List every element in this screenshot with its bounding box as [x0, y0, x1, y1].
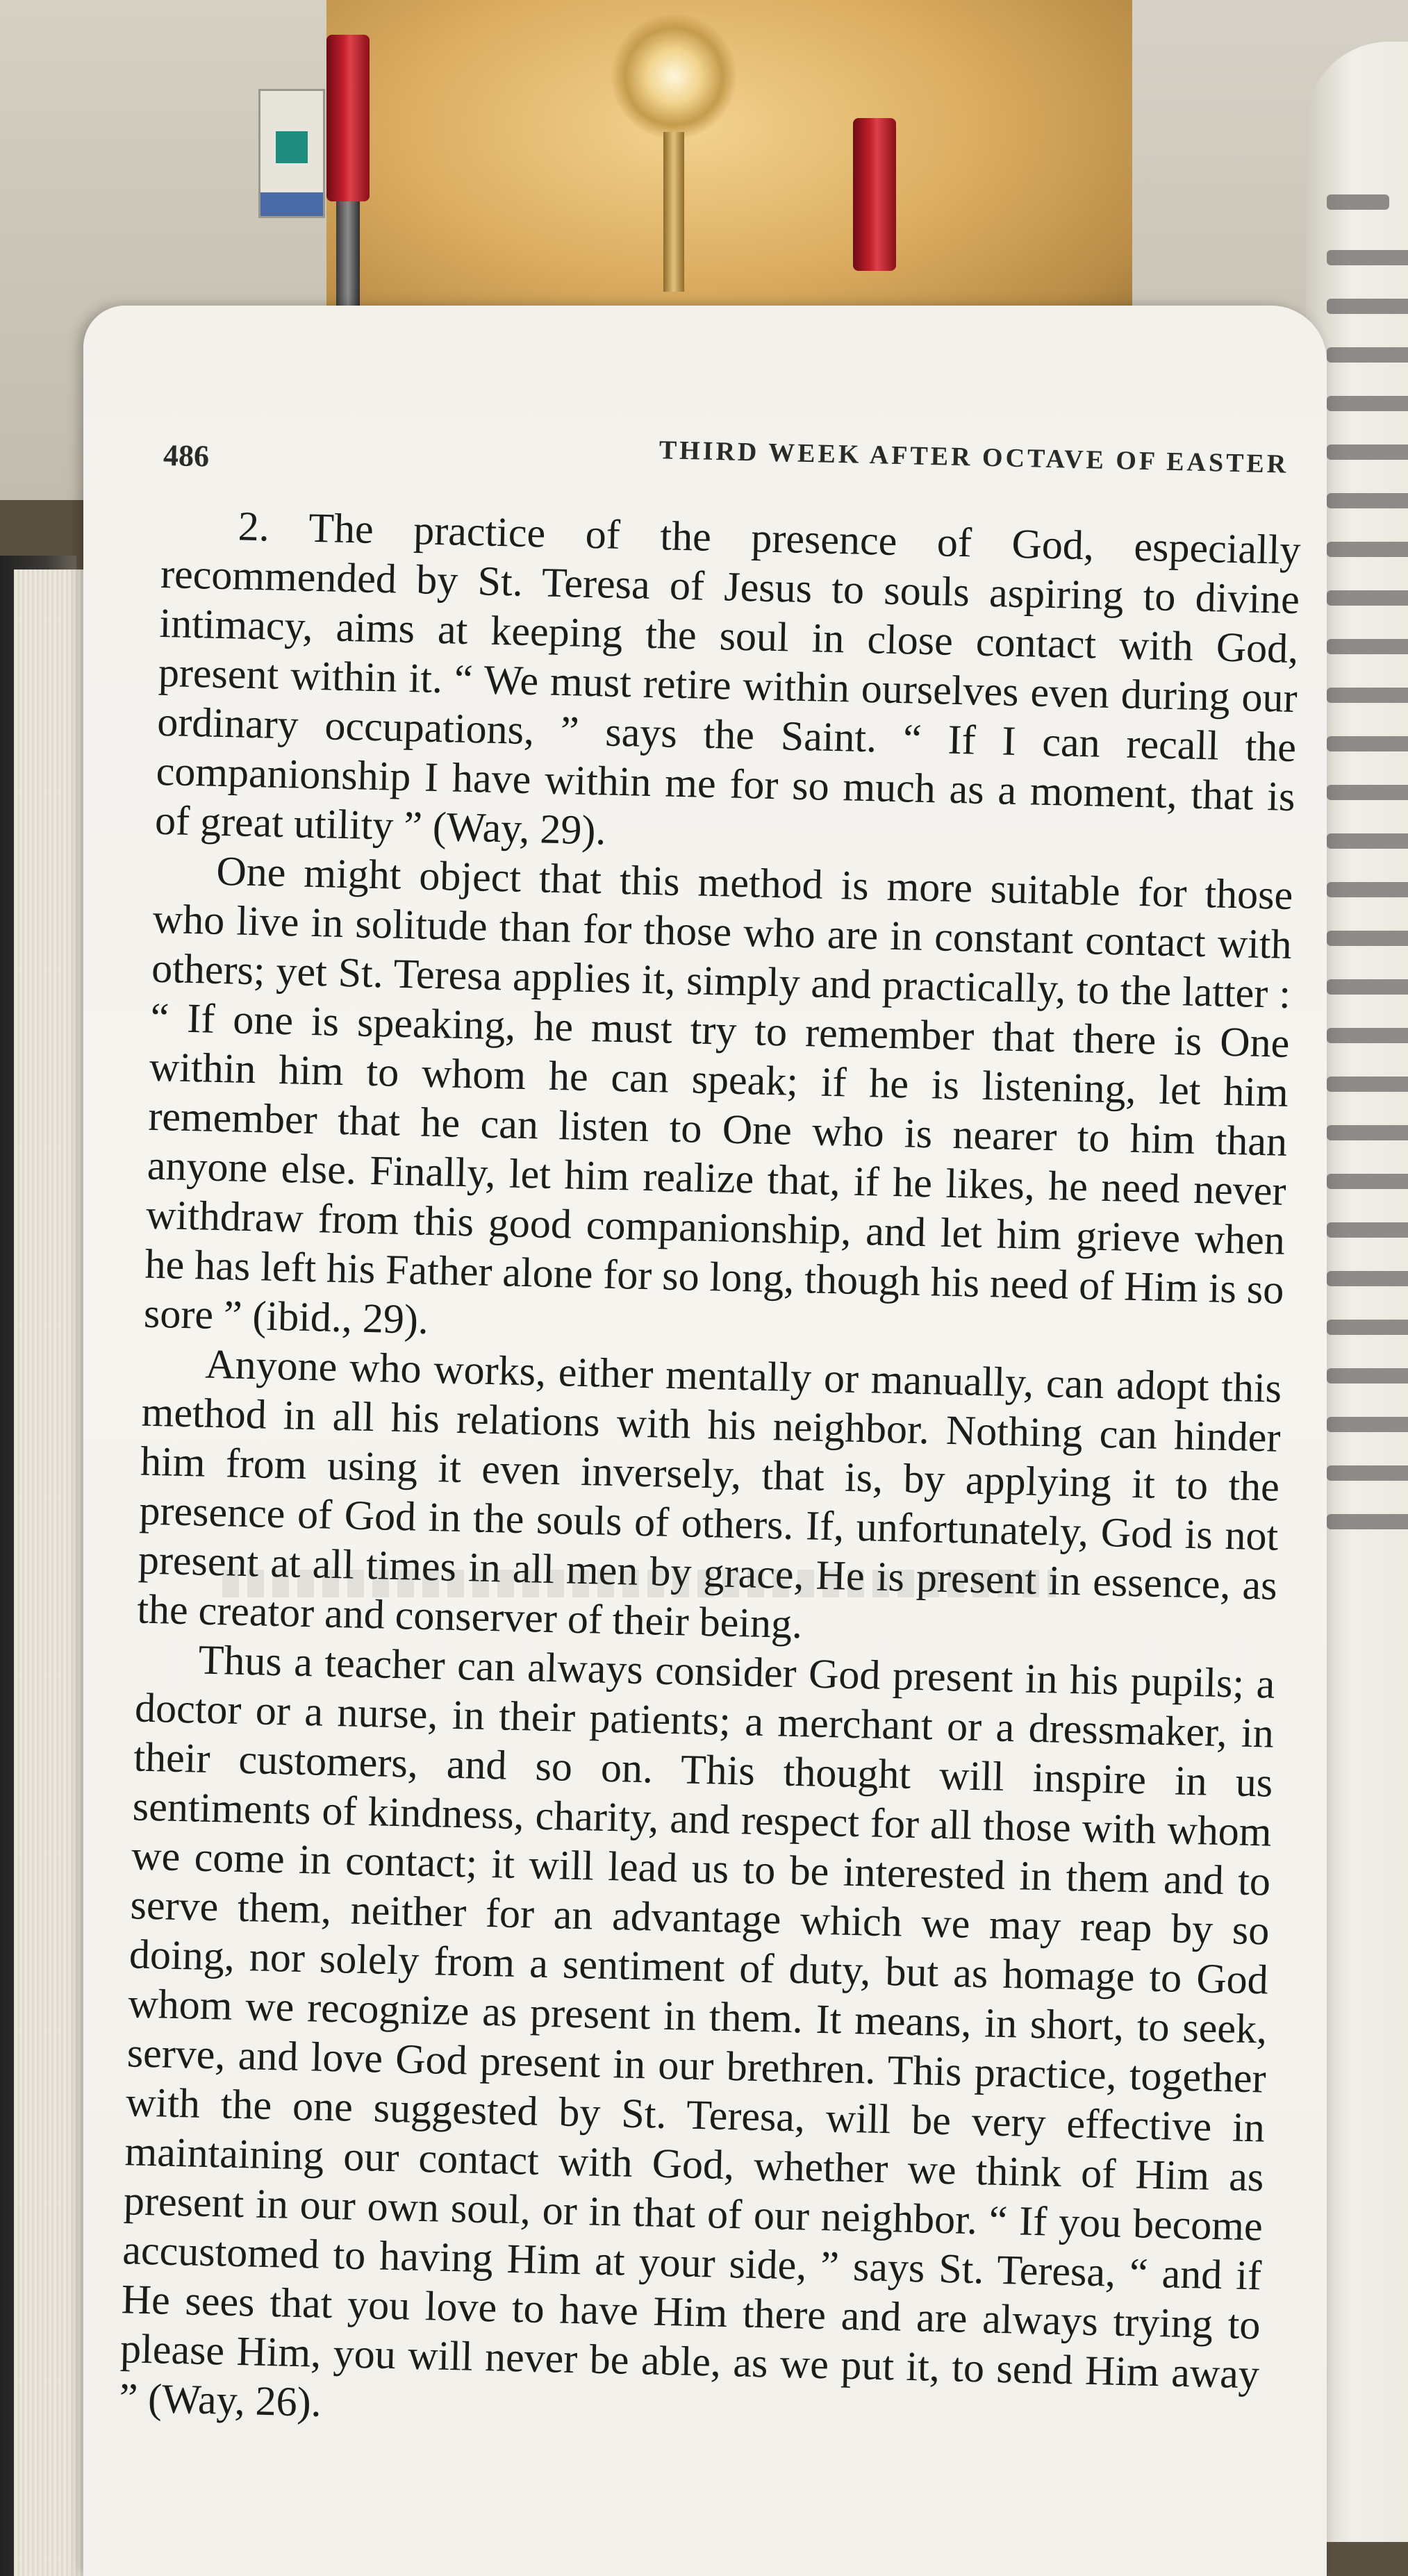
paragraph-3: Anyone who works, either mentally or manually, can adopt this method in all his relations with his neighbor. Nothing can hinder him from using it even inversely, that is, by applying it to the presence of God in the souls of others. If, unfortunately, God is not present at all times in all men by grace, He is present in essence, as the creator and conserver of their being.	[136, 1340, 1282, 1647]
paragraph-4: Thus a teacher can always consider God present in his pupils; a doctor or a nurse, in their patients; a merchant or a dressmaker, in their customers, and so on. This thought will inspire in us sentiments of kindness, charity, and respect for all those with whom we come in contact; it will lead us to be interested in them and to serve them, neither for an advantage which we may reap by so doing, nor solely from a sentiment of duty, but as homage to God whom we recognize as present in them. It means, in short, to seek, serve, and love God present in our brethren. This practice, together with the one suggested by St. Teresa, will be very effective in maintaining our contact with God, whether we think of Him as present in our own soul, or in that of our neighbor. “ If you become accustomed to having Him at your side, ” says St. Teresa, “ and if He sees that you love to have Him there and are always trying to please Him, you will never be able, as we put it, to send Him away ” (Way, 26).	[118, 1636, 1276, 2425]
chapter-heading: THIRD WEEK AFTER OCTAVE OF EASTER	[659, 435, 1289, 479]
monstrance	[611, 14, 736, 139]
book-page	[83, 306, 1327, 2576]
red-candle-left	[326, 35, 370, 201]
red-candle-right	[853, 118, 896, 271]
body-text	[119, 500, 1301, 2448]
wall-switch	[258, 89, 325, 218]
page-content	[118, 306, 1320, 2425]
monstrance-stem	[663, 132, 684, 292]
page-number: 486	[163, 438, 210, 474]
paragraph-1: 2. The practice of the presence of God, especially recommended by St. Teresa of Jesus to souls aspiring to divine intimacy, aims at keeping the soul in close contact with God, present within it. “ We must retire within ourselves even during our ordinary occupations, ” says the Saint. “ If I can recall the companionship I have within me for so much as a moment, that is of great utility ” (Way, 29).	[154, 503, 1302, 854]
running-head	[163, 424, 1317, 492]
paragraph-2: One might object that this method is more suitable for those who live in solitude than for those who are in constant contact with others; yet St. Teresa applies it, simply and practically, to the latter : “ If one is speaking, he must try to remember that there is One within him to whom he can speak; if he is listening, let him remember that he can listen to One who is nearer to him than anyone else. Finally, let him realize that, if he likes, he need never withdraw from this good companionship, and let him grieve when he has left his Father alone for so long, though his need of Him is so sore ” (ibid., 29).	[143, 847, 1293, 1343]
